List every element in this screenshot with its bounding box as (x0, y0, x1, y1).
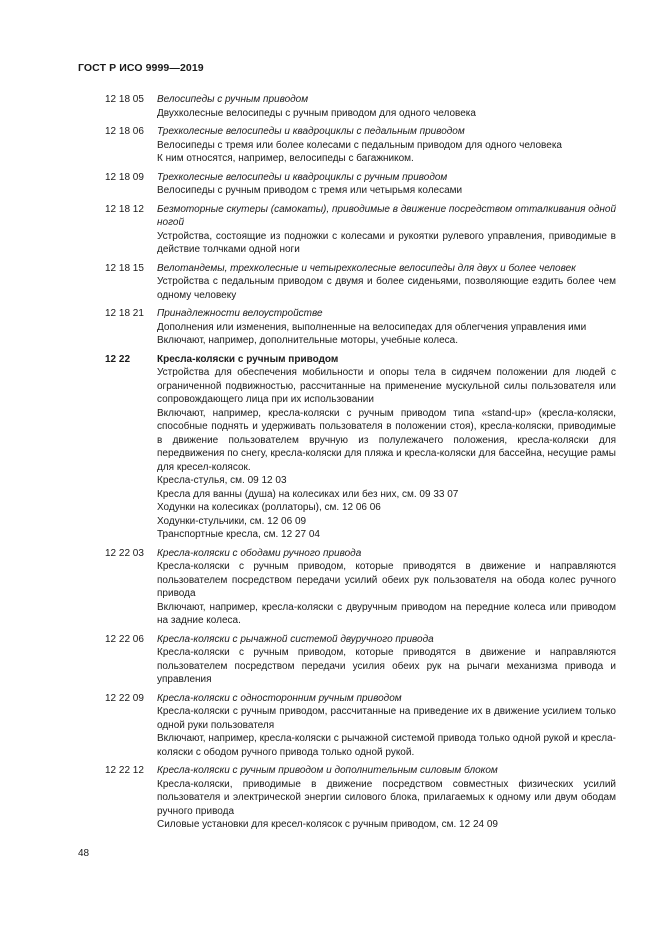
entry-body (157, 125, 616, 166)
classification-entry (105, 93, 616, 120)
entry-description-line: Устройства, состоящие из подножки с колесами и рукоятки рулевого управления, приводимые в действие толчками одной ноги (157, 230, 616, 255)
classification-entry (105, 353, 616, 542)
classification-entry (105, 203, 616, 257)
entry-code: 12 18 09 (105, 171, 144, 183)
entry-description-line: Включают, например, кресла-коляски с рычажной системой привода только одной рукой и кресла-коляски с ободом ручного привода только одной рукой. (157, 733, 616, 758)
entry-title: Кресла-коляски с ручным приводом (157, 353, 339, 365)
entry-code: 12 22 09 (105, 692, 144, 704)
entry-description-line: К ним относятся, например, велосипеды с багажником. (157, 153, 414, 164)
entry-body (157, 547, 616, 628)
entry-description-line: Кресла-коляски с ручным приводом, которые приводятся в движение и направляются пользователем посредством передачи усилия обеих рук на рычаги механизма привода и управления (157, 647, 616, 685)
entry-code: 12 22 (105, 353, 131, 365)
entry-code: 12 22 12 (105, 765, 144, 776)
entry-description-line: Включают, например, кресла-коляски с ручным приводом типа «stand-up» (кресла-коляски, способные поднять и удерживать пользователя в положении стоя), кресла-коляски, приводимые в движение пользователем вручную из полулежачего положения, кресла-коляски для передвижения по снегу, кресла-коляски для пляжа и кресла-коляски для бассейна, несущие рамы для кресел-колясок. (157, 407, 616, 473)
classification-entry (105, 547, 616, 628)
entry-body (157, 203, 616, 257)
entry-code: 12 18 12 (105, 203, 144, 215)
entry-title: Трехколесные велосипеды и квадроциклы с ручным приводом (157, 171, 448, 183)
entry-description-line: Велосипеды с ручным приводом с тремя или четырьмя колесами (157, 185, 463, 196)
entry-code: 12 22 03 (105, 547, 144, 559)
entry-body (157, 764, 616, 832)
entry-description-line: Кресла-коляски, приводимые в движение посредством совместных физических усилий пользователя и электрической энергии силового блока, прилагаемых к одному или двум ободам ручного привода (157, 778, 616, 817)
entry-description-line: Силовые установки для кресел-колясок с ручным приводом, см. 12 24 09 (157, 819, 498, 830)
entry-code: 12 18 15 (105, 262, 144, 274)
entry-title: Кресла-коляски с односторонним ручным приводом (157, 692, 402, 704)
page-number: 48 (78, 848, 90, 859)
entry-description-line: Транспортные кресла, см. 12 27 04 (157, 529, 320, 540)
classification-entry (105, 633, 616, 687)
entry-description-line: Велосипеды с тремя или более колесами с педальным приводом для одного человека (157, 139, 562, 151)
entry-description-line: Кресла-коляски с ручным приводом, рассчитанные на приведение их в движение усилием только одной руки пользователя (157, 706, 616, 731)
entry-title: Кресла-коляски с ободами ручного привода (157, 547, 362, 559)
classification-entry (105, 692, 616, 760)
entry-description-line: Кресла-стулья, см. 09 12 03 (157, 475, 287, 486)
entry-body (157, 307, 616, 348)
entry-description-line: Ходунки на колесиках (роллаторы), см. 12 06 06 (157, 502, 381, 513)
entry-code: 12 18 21 (105, 308, 144, 319)
entry-body (157, 262, 616, 303)
entry-code: 12 18 05 (105, 94, 144, 105)
entry-description-line: Дополнения или изменения, выполненные на велосипедах для облегчения управления ими (157, 321, 587, 333)
entry-title: Кресла-коляски с рычажной системой двуручного привода (157, 633, 434, 645)
entry-title: Велосипеды с ручным приводом (157, 94, 309, 105)
classification-entry (105, 262, 616, 303)
entry-description-line: Двухколесные велосипеды с ручным приводом для одного человека (157, 107, 476, 119)
entry-description-line: Кресла для ванны (душа) на колесиках или без них, см. 09 33 07 (157, 488, 459, 500)
entry-description-line: Включают, например, дополнительные моторы, учебные колеса. (157, 335, 458, 346)
entry-title: Кресла-коляски с ручным приводом и дополнительным силовым блоком (157, 765, 498, 776)
classification-entry (105, 171, 616, 198)
entry-body (157, 353, 616, 542)
entry-title: Принадлежности велоустройстве (157, 308, 323, 319)
entry-description-line: Ходунки-стульчики, см. 12 06 09 (157, 515, 307, 527)
entry-description-line: Кресла-коляски с ручным приводом, которые приводятся в движение и направляются пользователем посредством передачи усилий обеих рук пользователя на обода колес ручного привода (157, 561, 616, 599)
entry-description-line: Включают, например, кресла-коляски с двуручным приводом на передние колеса или приводом на задние колеса. (157, 601, 616, 626)
entry-body (157, 93, 616, 120)
classification-entry (105, 764, 616, 832)
entry-body (157, 692, 616, 760)
document-header: ГОСТ Р ИСО 9999—2019 (78, 62, 204, 74)
classification-list (105, 93, 616, 837)
entry-description-line: Устройства с педальным приводом с двумя и более сиденьями, позволяющие ездить более чем одному человеку (157, 276, 616, 301)
classification-entry (105, 307, 616, 348)
entry-code: 12 18 06 (105, 126, 144, 137)
entry-title: Трехколесные велосипеды и квадроциклы с педальным приводом (157, 126, 465, 137)
entry-title: Безмоторные скутеры (самокаты), приводимые в движение посредством отталкивания одной ногой (157, 203, 616, 228)
entry-description-line: Устройства для обеспечения мобильности и опоры тела в сидячем положении для людей с ограниченной подвижностью, рассчитанные на применение мускульной силы пользователя или сопровождающего лица при их использовании (157, 367, 616, 405)
classification-entry (105, 125, 616, 166)
entry-title: Велотандемы, трехколесные и четырехколесные велосипеды для двух и более человек (157, 262, 576, 274)
entry-body (157, 171, 616, 198)
entry-code: 12 22 06 (105, 633, 144, 645)
entry-body (157, 633, 616, 687)
